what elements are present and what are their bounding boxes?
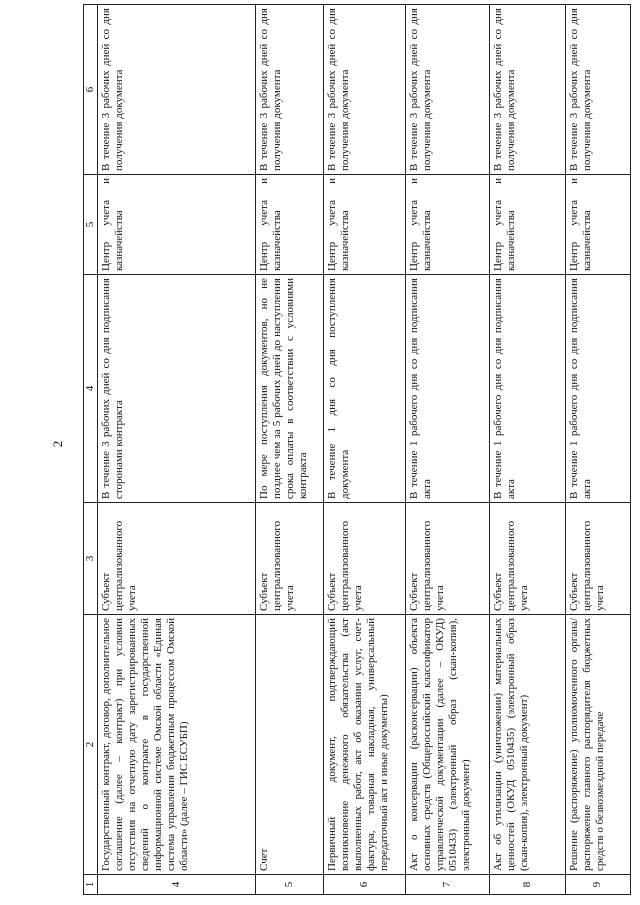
subject-cell: Субъект централизованного учета [565,503,630,615]
header-row [84,5,98,895]
recipient-cell: Центр учета и казначейства [98,175,256,275]
column-header: 4 [84,275,98,503]
processing-term-cell: В течение 3 рабочих дней со дня получения документа [324,5,405,175]
subject-cell: Субъект централизованного учета [98,503,256,615]
document-name-cell: Акт об утилизации (уничтожении) материальных ценностей (ОКУД 0510435) (электронный образ (скан-копия), электронный документ) [490,615,565,875]
processing-term-cell: В течение 3 рабочих дней со дня получения документа [405,5,489,175]
table-row [405,5,489,895]
deadline-cell: По мере поступления документов, но не позднее чем за 5 рабочих дней до наступления срока оплаты в соответствии с условиями контракта [255,275,323,503]
deadline-cell: В течение 1 рабочего дня со дня подписания акта [565,275,630,503]
table-row [565,5,630,895]
row-number: 8 [490,875,565,895]
table-row [98,5,256,895]
document-name-cell: Акт о консервации (расконсервации) объекта основных средств (Общероссийский классификатор управленческой документации (далее – ОКУД) 0510433) (электронный образ (скан-копия), электронный документ) [405,615,489,875]
document-name-cell: Первичный документ, подтверждающий возникновение денежного обязательства (акт выполненных работ, акт об оказании услуг, счет-фактура, товарная накладная, универсальный передаточный акт и иные документы) [324,615,405,875]
row-number: 9 [565,875,630,895]
subject-cell: Субъект централизованного учета [324,503,405,615]
processing-term-cell: В течение 3 рабочих дней со дня получения документа [98,5,256,175]
subject-cell: Субъект централизованного учета [490,503,565,615]
table-row [490,5,565,895]
subject-cell: Субъект централизованного учета [255,503,323,615]
subject-cell: Субъект централизованного учета [405,503,489,615]
recipient-cell: Центр учета и казначейства [405,175,489,275]
processing-term-cell: В течение 3 рабочих дней со дня получения документа [490,5,565,175]
processing-term-cell: В течение 3 рабочих дней со дня получения документа [565,5,630,175]
row-number: 6 [324,875,405,895]
recipient-cell: Центр учета и казначейства [324,175,405,275]
row-number: 4 [98,875,256,895]
column-header: 5 [84,175,98,275]
document-name-cell: Счет [255,615,323,875]
recipient-cell: Центр учета и казначейства [565,175,630,275]
recipient-cell: Центр учета и казначейства [490,175,565,275]
row-number: 7 [405,875,489,895]
column-header: 2 [84,615,98,875]
column-header: 3 [84,503,98,615]
document-name-cell: Решение (распоряжение) уполномоченного органа/распоряжение главного распорядителя бюджетных средств о безвозмездной передаче [565,615,630,875]
column-header: 6 [84,5,98,175]
column-header: 1 [84,875,98,895]
deadline-cell: В течение 1 дня со дня поступления документа [324,275,405,503]
row-number: 5 [255,875,323,895]
deadline-cell: В течение 3 рабочих дней со дня подписания сторонами контракта [98,275,256,503]
table-row [255,5,323,895]
recipient-cell: Центр учета и казначейства [255,175,323,275]
deadline-cell: В течение 1 рабочего дня со дня подписания акта [490,275,565,503]
processing-term-cell: В течение 3 рабочих дней со дня получения документа [255,5,323,175]
document-name-cell: Государственный контракт, договор, дополнительное соглашение (далее – контракт) при условии отсутствия на отчетную дату зарегистрированных сведений о контракте в государственной информационной системе Омской области «Единая система управления бюджетным процессом Омской области» (далее – ГИС ЕСУБП) [98,615,256,875]
deadline-cell: В течение 1 рабочего дня со дня подписания акта [405,275,489,503]
page-number: 2 [50,440,65,448]
table-row [324,5,405,895]
document-table [83,4,631,895]
